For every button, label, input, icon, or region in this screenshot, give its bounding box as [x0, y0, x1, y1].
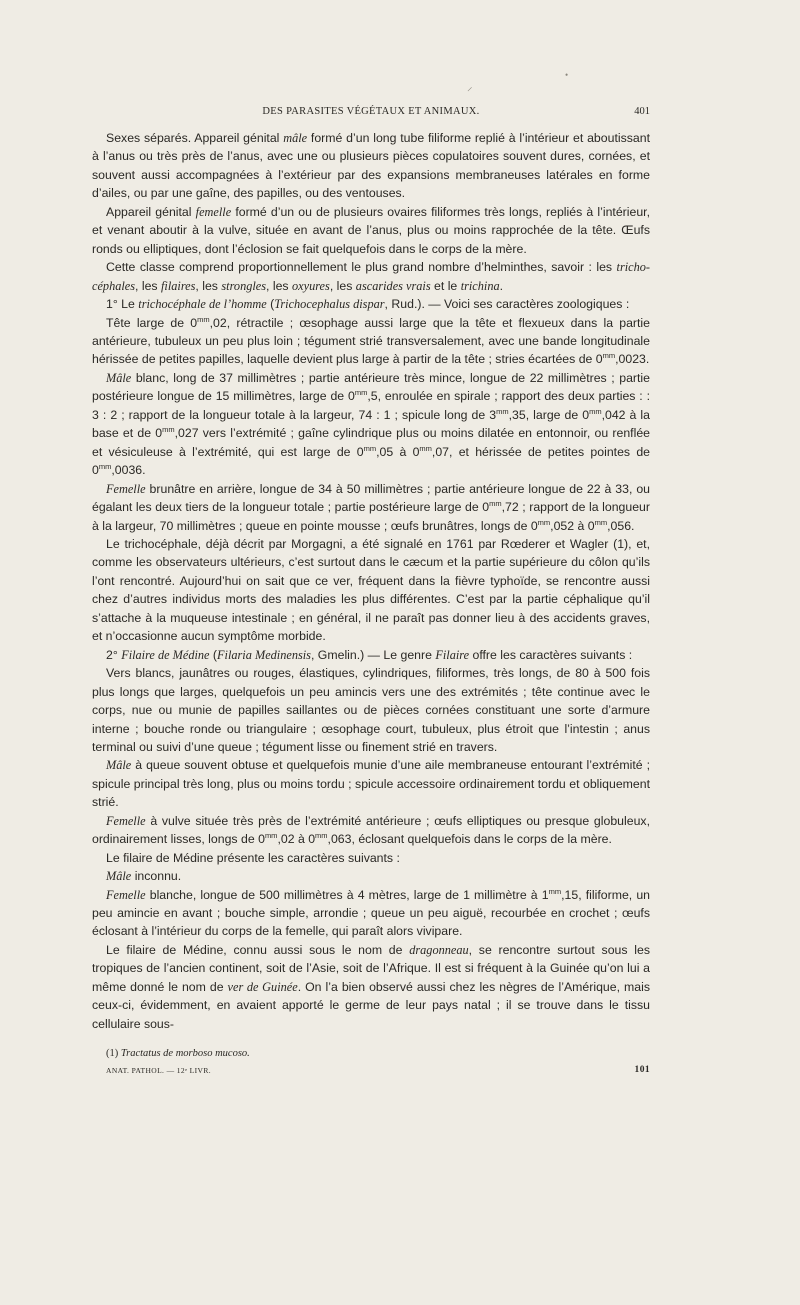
text-run: à vulve située très près de l’extrémité antérieure ; œufs elliptiques ou presque globuleux, ordinairement lisses, longs de 0: [92, 813, 650, 847]
italic-run: ver de Guinée: [227, 979, 298, 994]
page-number: 401: [634, 106, 650, 117]
unit-superscript: mm: [489, 498, 502, 508]
paragraph: [92, 129, 650, 203]
text-run: blanc, long de 37 millimètres ; partie antérieure très mince, longue de 22 millimètres ; partie postérieure longue de 15 millimètres, large de 0: [92, 370, 650, 404]
text-run: ,07, et hérissée de petites pointes de 0: [92, 444, 651, 478]
text-run: ,0036.: [111, 463, 146, 478]
text-run: ,0023.: [615, 352, 650, 367]
italic-run: Femelle: [106, 813, 146, 828]
footnote-text: Tractatus de morboso mucoso.: [120, 1048, 250, 1059]
paragraph: [92, 480, 650, 535]
text-run: , les: [195, 278, 222, 293]
italic-run: trichina: [460, 278, 500, 293]
italic-run: Filaire: [435, 647, 470, 662]
italic-run: Mâle: [106, 758, 132, 773]
unit-superscript: mm: [537, 517, 551, 527]
text-run: ,02 à 0: [277, 832, 316, 847]
unit-superscript: mm: [98, 462, 112, 472]
italic-run: ascarides vrais: [355, 278, 431, 293]
paragraph: [92, 812, 650, 849]
italic-run: Femelle: [106, 481, 146, 496]
printer-signature: [106, 1066, 650, 1078]
paragraph: [92, 849, 650, 867]
italic-run: filaires: [161, 278, 196, 293]
text-run: inconnu.: [131, 869, 182, 884]
text-run: à queue souvent obtuse et quelquefois munie d’une aile membraneuse entourant l’extrémité ; spicule principal très long, plus ou moins tordu ; spicule accessoire ordinairement tordu et obliquement strié.: [92, 758, 650, 810]
text-run: , les: [135, 278, 162, 293]
paragraph: [92, 258, 650, 295]
unit-superscript: mm: [594, 517, 608, 527]
paragraph: [92, 664, 650, 756]
italic-run: trichocéphale de l’homme: [138, 297, 267, 312]
unit-superscript: mm: [162, 425, 175, 435]
text-run: ,063, éclosant quelquefois dans le corps de la mère.: [327, 832, 612, 847]
text-run: ,02, rétractile ; œsophage aussi large que la tête et flexueux dans la partie antérieure, tubuleux un peu plus loin ; tégument strié transversalement, avec une bande longitudinale hérissée de petites papilles, laquelle devient plus large à partir de la tête ; stries écartées de 0: [92, 315, 651, 367]
text-run: Appareil génital: [106, 204, 196, 219]
italic-run: mâle: [283, 131, 308, 145]
paragraph: [92, 295, 650, 313]
text-run: formé d’un long tube filiforme replié à l’intérieur et aboutissant à l’anus ou très près de l’anus, avec une ou plusieurs pièces copulatoires souvent dures, cornées, et souvent aussi accompagnées à l’extérieur par des expansions membraneuses latérales en forme d’ailes, ou par une gaîne, des papilles, ou des ventouses.: [92, 131, 650, 201]
text-run: ,052 à 0: [550, 518, 595, 533]
unit-superscript: mm: [197, 314, 210, 324]
text-run: brunâtre en arrière, longue de 34 à 50 millimètres ; partie antérieure longue de 22 à 33, ou égalant les deux tiers de la longueur totale ; partie postérieure large de 0: [92, 481, 650, 515]
text-run: formé d’un ou de plusieurs ovaires filiformes très longs, repliés à l’intérieur, et venant aboutir à la vulve, située en avant de l’anus, plus ou moins rapprochée de la tête. Œufs ronds ou elliptiques, dont l’éclosion se fait quelquefois dans le corps de la mère.: [92, 204, 651, 256]
text-run: Le trichocéphale, déjà décrit par Morgagni, a été signalé en 1761 par Rœderer et Wagler (1), et, comme les observateurs ultérieurs, c’est surtout dans le cæcum et la partie supérieure du côlon qu’ils l’ont rencontré. Aujourd’hui on sait que ce ver, fréquent dans la fièvre typhoïde, se rencontre aussi chez d’autres individus morts des maladies les plus différentes. C’est par la partie céphalique qu’il s’attache à la muqueuse intestinale ; en général, il ne paraît pas donner lieu à des accidents graves, et n’occasionne aucun symptôme morbide.: [92, 536, 650, 644]
text-run: ,05 à 0: [376, 444, 420, 459]
text-run: , les: [329, 278, 356, 293]
paragraph: [92, 369, 650, 480]
body-text: [92, 129, 650, 1033]
unit-superscript: mm: [264, 831, 278, 841]
text-run: blanche, longue de 500 millimètres à 4 mètres, large de 1 millimètre à 1: [145, 887, 549, 902]
italic-run: Trichocephalus dispar: [274, 297, 385, 312]
unit-superscript: mm: [602, 351, 616, 361]
italic-run: tricho-céphales: [92, 260, 650, 293]
unit-superscript: mm: [315, 831, 328, 841]
paragraph: [92, 646, 650, 664]
text-run: .: [499, 278, 504, 293]
text-run: ,72 ; rapport de la longueur à la largeur, 70 millimètres ; queue en pointe mousse ; œufs brunâtres, longs de 0: [92, 500, 650, 533]
text-run: , Rud.). — Voici ses caractères zoologiques :: [384, 297, 630, 312]
text-run: Le filaire de Médine, connu aussi sous le nom de: [106, 942, 410, 957]
footnote-number: (1): [106, 1048, 119, 1059]
unit-superscript: mm: [548, 886, 562, 896]
text-run: Le filaire de Médine présente les caractères suivants :: [106, 850, 400, 865]
text-run: Vers blancs, jaunâtres ou rouges, élastiques, cylindriques, filiformes, très longs, de 80 à 500 fois plus longs que larges, quelquefois un peu amincis vers une des extrémités ; tête continue avec le corps, nue ou munie de papilles saillantes ou de pièces cornées constituant une sorte d’armure interne ; bouche ronde ou triangulaire ; œsophage court, tubuleux, plus étroit que l’intestin ; anus terminal ou suivi d’une queue ; tégument lisse ou finement strié en travers.: [92, 666, 650, 754]
running-title: DES PARASITES VÉGÉTAUX ET ANIMAUX.: [262, 106, 480, 117]
signature-number: 101: [634, 1065, 650, 1075]
text-run: ,5, enroulée en spirale ; rapport des deux parties : : 3 : 2 ; rapport de la longueur totale à la largeur, 74 : 1 ; spicule long de 3: [92, 389, 651, 422]
italic-run: dragonneau: [409, 942, 469, 957]
italic-run: femelle: [195, 204, 232, 219]
text-run: Cette classe comprend proportionnellement le plus grand nombre d’helminthes, savoir : les: [106, 260, 617, 275]
running-header: [92, 106, 650, 122]
unit-superscript: mm: [363, 443, 377, 453]
unit-superscript: mm: [419, 443, 432, 453]
italic-run: oxyures: [292, 278, 330, 293]
text-run: 1° Le: [106, 297, 139, 312]
text-run: et le: [430, 278, 461, 293]
text-run: ,027 vers l’extrémité ; gaîne cylindrique plus ou moins dilatée en entonnoir, ou renflée et vésiculeuse à l’extrémité, qui est large de 0: [92, 426, 651, 459]
paragraph: [92, 535, 650, 646]
italic-run: Mâle: [106, 869, 132, 884]
paragraph: [92, 941, 650, 1033]
text-run: (: [209, 647, 218, 662]
text-run: 2°: [106, 647, 122, 662]
text-run: ,042 à la base et de 0: [92, 407, 650, 441]
paragraph: [92, 203, 650, 258]
footnote: [106, 1048, 650, 1059]
text-run: ,056.: [607, 518, 635, 533]
text-run: , les: [266, 278, 293, 293]
margin-dot: •: [565, 70, 569, 80]
text-run: , se rencontre surtout sous les tropiques de l’ancien continent, soit de l’Asie, soit de l’Afrique. Il est si fréquent à la Guinée qu’on lui a même donné le nom de: [92, 942, 650, 994]
italic-run: Mâle: [106, 370, 132, 385]
italic-run: strongles: [221, 278, 267, 293]
paragraph: [92, 756, 650, 811]
text-run: Tête large de 0: [106, 315, 198, 330]
signature-mark: ANAT. PATHOL. — 12ᵉ LIVR.: [106, 1066, 212, 1075]
paragraph: [92, 867, 650, 885]
text-run: Sexes séparés. Appareil génital: [106, 131, 284, 145]
text-run: , Gmelin.) — Le genre: [310, 647, 436, 662]
italic-run: Filaire de Médine: [121, 647, 210, 662]
margin-mark: ⸍: [467, 86, 473, 98]
paragraph: [92, 886, 650, 941]
italic-run: Femelle: [106, 887, 146, 902]
unit-superscript: mm: [354, 388, 368, 398]
unit-superscript: mm: [589, 406, 602, 416]
unit-superscript: mm: [496, 406, 509, 416]
italic-run: Filaria Medinensis: [217, 647, 311, 662]
text-run: ,35, large de 0: [508, 407, 590, 422]
text-run: . On l’a bien observé aussi chez les nègres de l’Amérique, mais ceux-ci, évidemment, en avaient apporté le germe de leur pays natal ; il se trouve dans le tissu cellulaire sous-: [92, 979, 650, 1031]
text-run: ,15, filiforme, un peu amincie en avant ; bouche simple, arrondie ; queue un peu aiguë, recourbée en crochet ; œufs éclosant à l’intérieur du corps de la femelle, qui paraît alors vivipare.: [92, 887, 651, 939]
text-run: offre les caractères suivants :: [469, 647, 633, 662]
text-run: (: [266, 297, 275, 312]
paragraph: [92, 314, 650, 369]
